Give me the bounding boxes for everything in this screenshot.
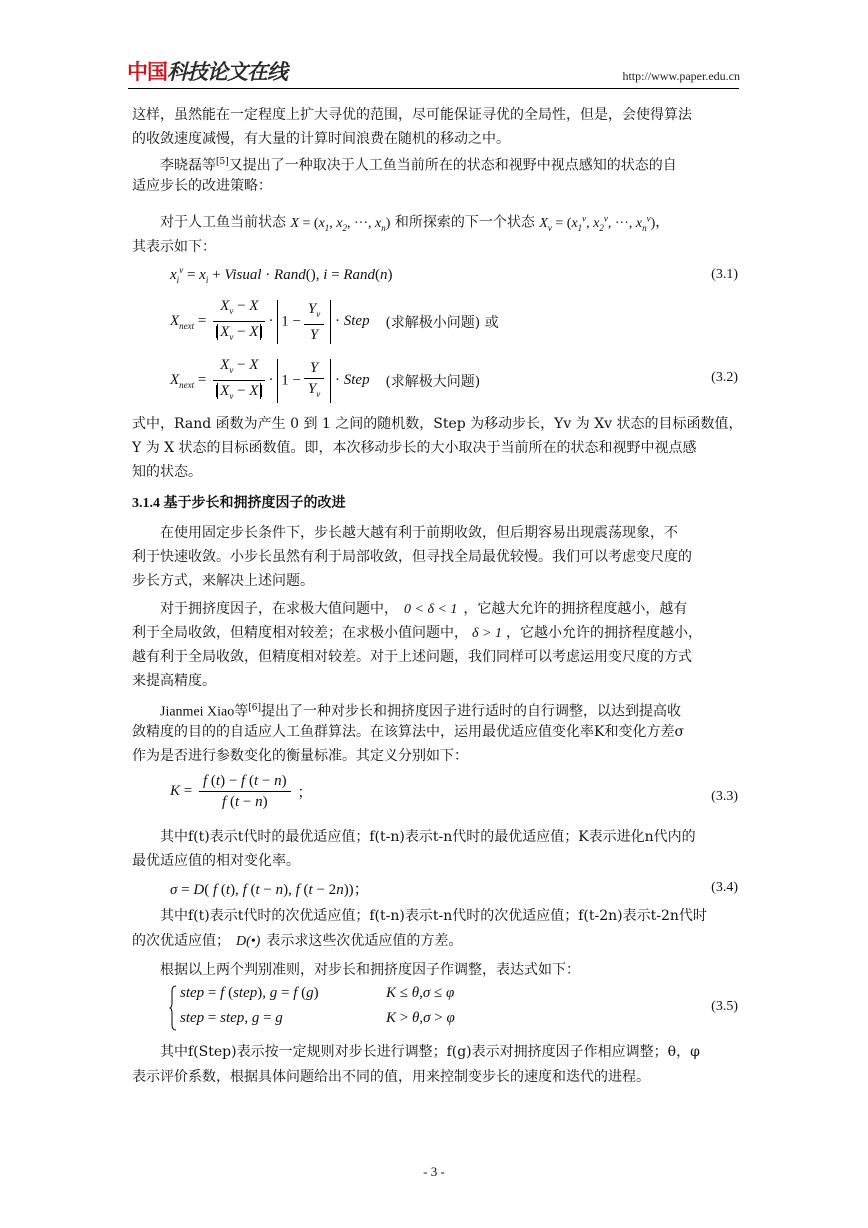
citation: [6] — [248, 703, 262, 713]
text-line: 其中f(t)表示t代时的最优适应值；f(t-n)表示t-n代时的最优适应值；K表示进化n代内的 — [160, 829, 696, 845]
inline-math: 0 < δ < 1 — [404, 602, 458, 617]
equation-3-5-row-2: step = step, g = g K > θ,σ > φ — [180, 1010, 455, 1026]
logo-red-text: 中国 — [127, 60, 167, 84]
text-line: 步长方式，来解决上述问题。 — [132, 573, 314, 589]
page-number: - 3 - — [423, 1164, 445, 1179]
left-brace — [169, 985, 177, 1031]
journal-logo — [127, 60, 287, 84]
text-line: 这样，虽然能在一定程度上扩大寻优的范围，尽可能保证寻优的全局性，但是，会使得算法 — [132, 107, 692, 123]
equation-number: (3.4) — [711, 880, 738, 895]
text-line: 利于快速收敛。小步长虽然有利于局部收敛，但寻找全局最优较慢。我们可以考虑变尺度的 — [132, 549, 692, 565]
section-heading: 3.1.4 基于步长和拥挤度因子的改进 — [132, 496, 346, 511]
state-xv-formula: $X_v = (x_1^v$, $x_2^v$, ···, $x_n^v$) — [539, 213, 656, 233]
text-line: 最优适应值的相对变化率。 — [132, 853, 300, 869]
text-line: 其中f(Step)表示按一定规则对步长进行调整；f(g)表示对拥挤度因子作相应调整；θ，φ — [160, 1044, 700, 1060]
text-line: 式中，Rand 函数为产生 0 到 1 之间的随机数，Step 为移动步长，Yv 为 Xv 状态的目标函数值， — [132, 416, 743, 432]
text-line: 其中f(t)表示t代时的次优适应值；f(t-n)表示t-n代时的次优适应值；f(t-2n)表示t-2n代时 — [160, 908, 707, 924]
equation-number: (3.5) — [711, 999, 738, 1014]
equation-number: (3.1) — [711, 267, 738, 282]
text-fragment: 对于人工鱼当前状态 — [160, 214, 286, 231]
text-fragment: Jianmei Xiao等 — [160, 704, 249, 720]
text-line: 知的状态。 — [132, 464, 202, 480]
state-x-formula: $X = (x_1$, $x_2$, ···, $x_n$) — [290, 215, 391, 233]
text-line: 越有利于全局收敛，但精度相对较差。对于上述问题，我们同样可以考虑运用变尺度的方式 — [132, 649, 692, 665]
text-line: 作为是否进行参数变化的衡量标准。其定义分别如下： — [132, 748, 468, 764]
text-line — [160, 698, 681, 723]
logo-dark-text: 科技论文在线 — [167, 60, 287, 84]
header-rule — [128, 88, 739, 89]
text-line: 适应步长的改进策略： — [132, 178, 272, 194]
text-line: 来提高精度。 — [132, 673, 216, 689]
text-line: Y 为 X 状态的目标函数值。即，本次移动步长的大小取决于当前所在的状态和视野中视点感 — [132, 440, 697, 456]
text-line — [132, 623, 702, 644]
equation-number: (3.3) — [711, 789, 738, 804]
inline-math: δ > 1 — [472, 626, 502, 641]
equation-3-1: $x_i^v = x_i$ + Visual · Rand(), i = Rand(n) — [170, 265, 393, 285]
text-fragment: 利于全局收敛，但精度相对较差；在求极小值问题中， — [132, 625, 468, 641]
text-fragment: 提出了一种对步长和拥挤度因子进行适时的自行调整，以达到提高收 — [261, 703, 682, 720]
equation-3-5-row-1: step = f (step), g = f (g) K ≤ θ,σ ≤ φ — [180, 985, 455, 1001]
equation-3-2a: $X_{next}$ = $\frac{X_v - X}{X_v - X}$ · 1 − $\frac{Y_v}{Y}$ · Step (求解极小问题) 或 — [170, 298, 499, 343]
text-fragment: ，它越大允许的拥挤程度越小，越有 — [463, 601, 688, 617]
text-line — [160, 208, 669, 237]
text-line: 敛精度的目的的自适应人工鱼群算法。在该算法中，运用最优适应值变化率K和变化方差σ — [132, 724, 685, 740]
citation: [5] — [216, 157, 229, 167]
equation-note: (求解极大问题) — [385, 373, 481, 390]
text-line: 在使用固定步长条件下，步长越大越有利于前期收敛，但后期容易出现震荡现象，不 — [160, 525, 678, 541]
text-fragment: 又提出了一种取决于人工鱼当前所在的状态和视野中视点感知的状态的自 — [228, 157, 677, 174]
text-fragment: ，它越小允许的拥挤程度越小， — [505, 625, 702, 641]
text-line — [160, 152, 677, 176]
header-url[interactable]: http://www.paper.edu.cn — [622, 69, 740, 83]
text-line: 表示评价系数，根据具体问题给出不同的值，用来控制变步长的速度和迭代的进程。 — [132, 1069, 650, 1085]
text-fragment: 对于拥挤度因子，在求极大值问题中， — [160, 601, 398, 617]
text-fragment: 的次优适应值； — [132, 933, 230, 949]
equation-3-4: σ = D( f (t), f (t − n), f (t − 2n))； — [170, 882, 369, 898]
text-fragment: 表示求这些次优适应值的方差。 — [266, 933, 463, 949]
text-fragment: 和所探索的下一个状态 — [394, 214, 535, 231]
text-line: 其表示如下： — [132, 239, 216, 255]
text-fragment: 李晓磊等 — [160, 157, 216, 174]
equation-3-2b: $X_{next}$ = $\frac{X_v - X}{X_v - X}$ · 1 − $\frac{Y}{Y_v}$ · Step (求解极大问题) — [170, 357, 481, 401]
inline-math: D(•) — [236, 934, 261, 949]
text-line — [160, 599, 687, 620]
equation-note: (求解极小问题) 或 — [385, 314, 499, 331]
text-line: 的收敛速度减慢，有大量的计算时间浪费在随机的移动之中。 — [132, 131, 510, 147]
text-line: 根据以上两个判别准则，对步长和拥挤度因子作调整，表达式如下： — [160, 962, 580, 978]
equation-number: (3.2) — [711, 370, 738, 385]
equation-3-3: K = $\frac{f (t) - f (t - n)}{f (t - n)}$ ； — [170, 773, 313, 810]
text-line — [132, 931, 462, 952]
text-fragment: ， — [655, 214, 670, 231]
